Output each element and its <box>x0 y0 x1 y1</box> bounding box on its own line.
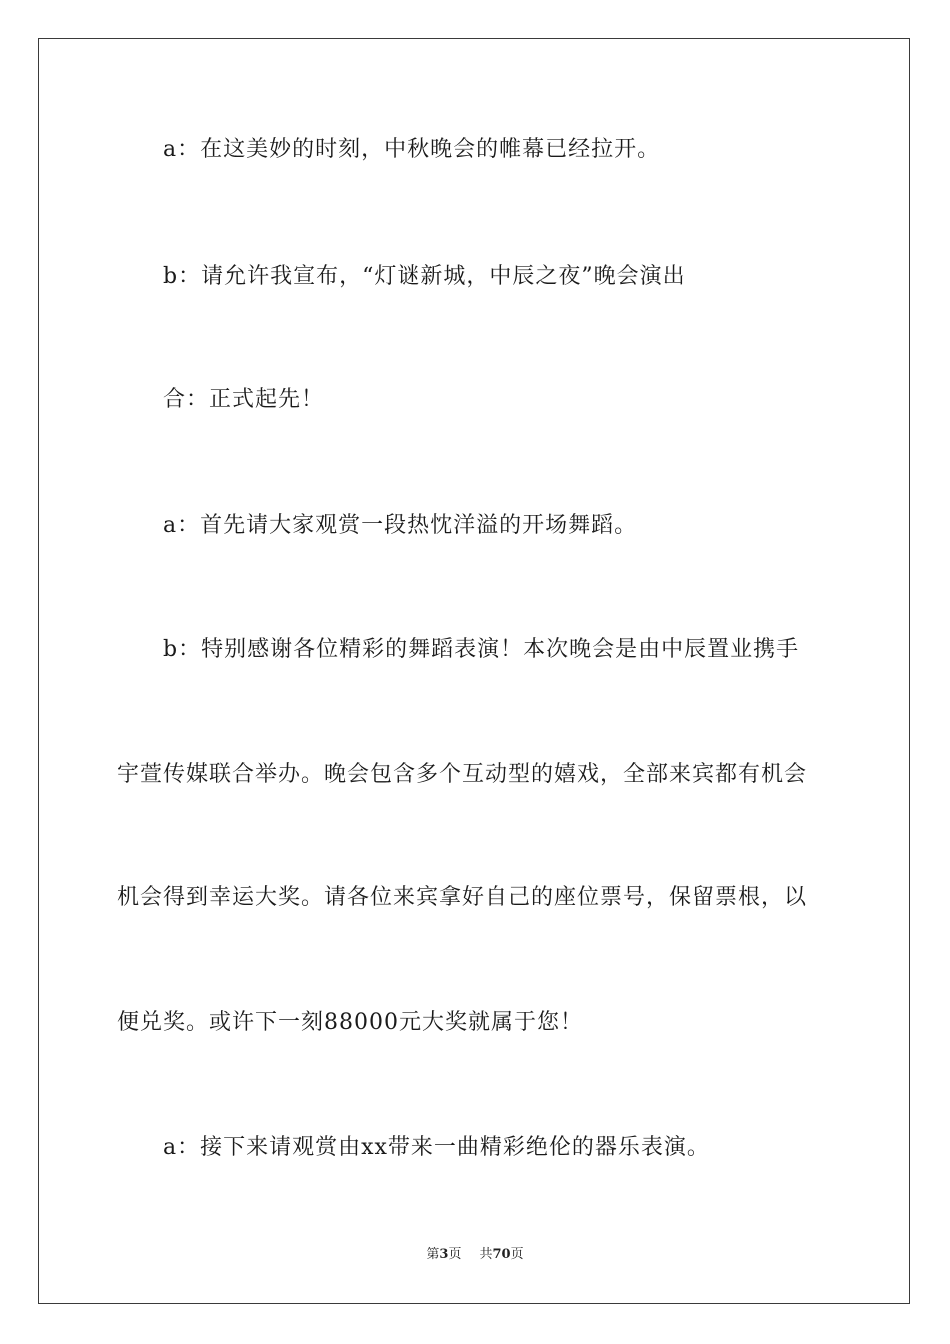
dialogue-line-a-3: a：接下来请观赏由xx带来一曲精彩绝伦的器乐表演。 <box>163 1135 710 1160</box>
page-border <box>38 38 910 1304</box>
dialogue-line-a-1: a：在这美妙的时刻，中秋晚会的帷幕已经拉开。 <box>163 137 661 162</box>
dialogue-line-b-1: b：请允许我宣布，“灯谜新城，中辰之夜”晚会演出 <box>163 264 686 289</box>
dialogue-line-b-2: b：特别感谢各位精彩的舞蹈表演！本次晚会是由中辰置业携手 <box>163 637 800 662</box>
footer-page-suffix: 页 <box>448 1247 462 1262</box>
footer-total-suffix: 页 <box>510 1247 524 1262</box>
dialogue-line-a-2: a：首先请大家观赏一段热忱洋溢的开场舞蹈。 <box>163 513 638 538</box>
footer-page-number: 3 <box>439 1247 449 1262</box>
paragraph-continuation-1: 宇萱传媒联合举办。晚会包含多个互动型的嬉戏，全部来宾都有机会 <box>117 762 808 787</box>
dialogue-line-together: 合：正式起先！ <box>163 387 325 412</box>
paragraph-continuation-2: 机会得到幸运大奖。请各位来宾拿好自己的座位票号，保留票根，以 <box>117 885 808 910</box>
page-footer <box>0 1246 950 1264</box>
footer-total-prefix: 共 <box>479 1247 493 1262</box>
paragraph-continuation-3: 便兑奖。或许下一刻88000元大奖就属于您！ <box>117 1010 583 1035</box>
footer-page-prefix: 第 <box>426 1247 440 1262</box>
footer-total-pages: 70 <box>492 1247 511 1262</box>
